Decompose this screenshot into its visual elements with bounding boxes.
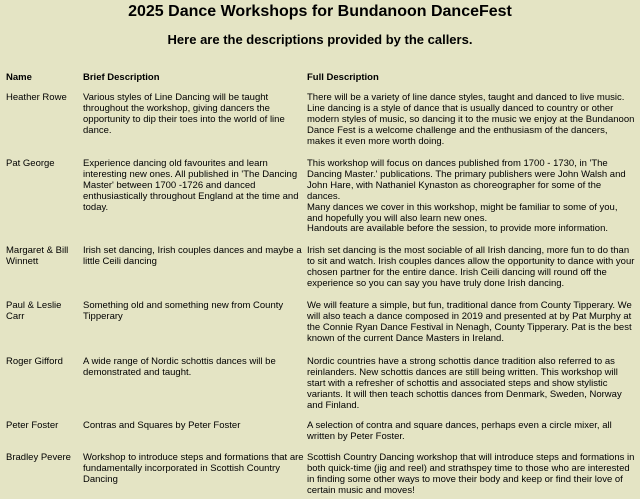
row-name: Paul & Leslie Carr (6, 300, 62, 322)
workshop-table (6, 73, 636, 499)
table-header-row (6, 73, 636, 93)
row-name: Heather Rowe (6, 92, 67, 103)
page-subtitle: Here are the descriptions provided by the callers. (167, 32, 473, 47)
row-brief-description: Irish set dancing, Irish couples dances and maybe a little Ceili dancing (83, 245, 302, 267)
row-full-description-para: Many dances we cover in this workshop, might be familiar to some of you, and hopefully you will also learn new ones. (307, 201, 618, 224)
row-brief-description: Contras and Squares by Peter Foster (83, 420, 241, 431)
row-full-description: There will be a variety of line dance styles, taught and danced to live music. Line dancing is a style of dance that is usually danced to country or other modern styles of music, so dancing it to the music we enjoy at the Bundanoon Dance Fest is a welcome challenge and the enthusiasm of the dancers, makes it even more worth doing. (307, 92, 635, 147)
row-full-description-para: Handouts are available before the session, to provide more information. (307, 223, 609, 235)
row-name: Roger Gifford (6, 356, 63, 367)
row-full-description-para: This workshop will focus on dances published from 1700 - 1730, in 'The Dancing Master.' publications. The primary publishers were John Walsh and John Hare, with Nathaniel Kynaston as choreographer for some of the dances. (307, 158, 626, 202)
row-full-description (307, 159, 635, 235)
header-name: Name (6, 72, 32, 83)
row-name: Peter Foster (6, 420, 59, 431)
row-brief-description: Workshop to introduce steps and formations that are fundamentally incorporated in Scottish Country Dancing (83, 452, 304, 485)
row-name: Margaret & Bill Winnett (6, 245, 69, 267)
table-row (6, 357, 636, 421)
row-name: Pat George (6, 158, 55, 169)
table-row (6, 93, 636, 159)
row-full-description: Irish set dancing is the most sociable of all Irish dancing, more fun to do than to sit and watch. Irish couples dances allow the opportunity to dance with your chosen partner for the entire dance. Irish Ceili dancing will round off the experience so you can say you have truly done Irish dancing. (307, 245, 635, 289)
table-row (6, 159, 636, 246)
row-brief-description: Various styles of Line Dancing will be taught throughout the workshop, giving dancers the opportunity to dip their toes into the world of line dance. (83, 92, 285, 136)
row-brief-description: Experience dancing old favourites and learn interesting new ones. All published in 'The Dancing Master' between 1700 -1726 and danced enthusiastically throughout England at the time and today. (83, 158, 299, 213)
row-name: Bradley Pevere (6, 452, 71, 463)
table-row (6, 246, 636, 301)
page-title: 2025 Dance Workshops for Bundanoon DanceFest (128, 3, 512, 20)
header-brief-description: Brief Description (83, 72, 160, 83)
row-full-description: Nordic countries have a strong schottis dance tradition also referred to as reinlanders. New schottis dances are still being written. This workshop will start with a refresher of schottis and associated steps and show stylistic variants. It will then teach schottis dances from Denmark, Sweden, Norway and Finland. (307, 356, 622, 411)
header-full-description: Full Description (307, 72, 379, 83)
row-full-description: A selection of contra and square dances, perhaps even a circle mixer, all written by Peter Foster. (307, 420, 612, 442)
table-row (6, 421, 636, 453)
row-full-description: We will feature a simple, but fun, traditional dance from County Tipperary. We will also teach a dance composed in 2019 and presented at by Pat Murphy at the Connie Ryan Dance Festival in Nenagh, County Tipperary. Pat is the best known of the current Dance Masters in Ireland. (307, 300, 632, 344)
table-row (6, 453, 636, 499)
row-full-description: Scottish Country Dancing workshop that will introduce steps and formations in both quick-time (jig and reel) and strathspey time to those who are interested in finding some other ways to move their body and keep or find their love of certain music and moves! (307, 452, 635, 496)
row-brief-description: Something old and something new from County Tipperary (83, 300, 284, 322)
table-row (6, 301, 636, 357)
row-brief-description: A wide range of Nordic schottis dances will be demonstrated and taught. (83, 356, 276, 378)
